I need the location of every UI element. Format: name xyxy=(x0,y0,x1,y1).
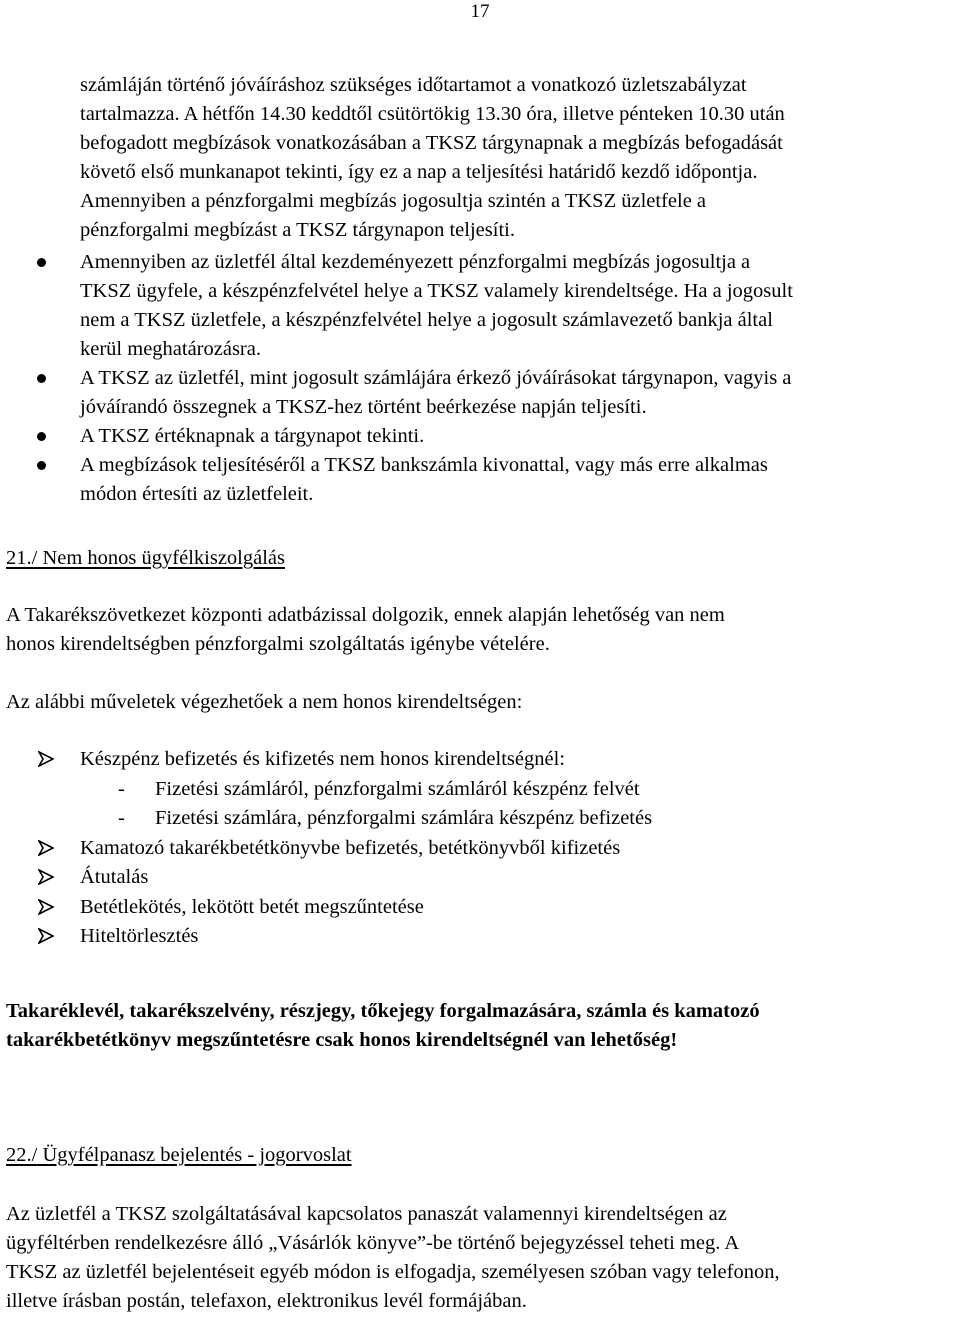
bullet-list xyxy=(0,248,956,509)
bullet-item xyxy=(0,248,956,364)
paragraph-line: A Takarékszövetkezet központi adatbázissal dolgozik, ennek alapján lehetőség van nem xyxy=(6,604,725,626)
operation-item xyxy=(0,745,956,775)
paragraph-line: ügyféltérben rendelkezésre álló „Vásárlók könyve”-be történő bejegyzéssel teheti meg. A xyxy=(6,1232,740,1254)
bullet-dot-icon xyxy=(37,432,46,441)
honos-only-notice xyxy=(6,997,956,1055)
paragraph-line: tartalmazza. A hétfőn 14.30 keddtől csütörtökig 13.30 óra, illetve pénteken 10.30 után xyxy=(80,103,785,125)
paragraph-line: Takaréklevél, takarékszelvény, részjegy, tőkejegy forgalmazására, számla és kamatozó xyxy=(6,1000,760,1022)
section-21-paragraph xyxy=(6,601,956,659)
bullet-line: A megbízások teljesítéséről a TKSZ bankszámla kivonattal, vagy más erre alkalmas xyxy=(80,454,768,476)
section-22-paragraph xyxy=(6,1200,956,1316)
bullet-item xyxy=(0,364,956,422)
operation-item xyxy=(0,922,956,952)
section-21-heading xyxy=(6,544,285,573)
operation-sublabel: Fizetési számlára, pénzforgalmi számlára készpénz befizetés xyxy=(155,807,653,829)
arrowhead-bullet-icon xyxy=(38,751,54,767)
bullet-dot-icon xyxy=(37,258,46,267)
bullet-line: A TKSZ értéknapnak a tárgynapot tekinti. xyxy=(80,425,425,447)
paragraph-line: TKSZ az üzletfél bejelentéseit egyéb módon is elfogadja, személyesen szóban vagy telefonon, xyxy=(6,1261,780,1283)
operation-subitem xyxy=(0,775,956,805)
page-number: 17 xyxy=(470,1,490,22)
dash-marker: - xyxy=(118,777,125,800)
operation-label: Átutalás xyxy=(80,866,149,888)
paragraph-line: takarékbetétkönyv megszűntetésre csak honos kirendeltségnél van lehetőség! xyxy=(6,1029,678,1051)
bullet-line: TKSZ ügyfele, a készpénzfelvétel helye a TKSZ valamely kirendeltsége. Ha a jogosult xyxy=(80,280,793,302)
paragraph-line: Amennyiben a pénzforgalmi megbízás jogosultja szintén a TKSZ üzletfele a xyxy=(80,190,707,212)
bullet-item xyxy=(0,451,956,509)
paragraph-line: honos kirendeltségben pénzforgalmi szolgáltatás igénybe vételére. xyxy=(6,633,550,655)
paragraph-line: számláján történő jóváíráshoz szükséges időtartamot a vonatkozó üzletszabályzat xyxy=(80,74,747,96)
section-number: 22./ xyxy=(6,1144,38,1166)
operation-item xyxy=(0,863,956,893)
paragraph-line: Az üzletfél a TKSZ szolgáltatásával kapcsolatos panaszát valamennyi kirendeltségen az xyxy=(6,1203,727,1225)
bullet-line: Amennyiben az üzletfél által kezdeményezett pénzforgalmi megbízás jogosultja a xyxy=(80,251,751,273)
bullet-item xyxy=(0,422,956,451)
operation-item xyxy=(0,834,956,864)
operation-sublabel: Fizetési számláról, pénzforgalmi számláról készpénz felvét xyxy=(155,777,640,800)
operation-item xyxy=(0,893,956,923)
operation-label: Kamatozó takarékbetétkönyvbe befizetés, betétkönyvből kifizetés xyxy=(80,836,621,859)
arrowhead-bullet-icon xyxy=(38,840,54,856)
bullet-line: módon értesíti az üzletfeleit. xyxy=(80,483,314,505)
arrowhead-bullet-icon xyxy=(38,928,54,944)
continuation-paragraph xyxy=(80,71,956,245)
operation-subitem xyxy=(0,804,956,834)
operation-label: Betétlekötés, lekötött betét megszűntetése xyxy=(80,895,424,918)
operation-label: Hiteltörlesztés xyxy=(80,925,199,947)
operation-label: Készpénz befizetés és kifizetés nem honos kirendeltségnél: xyxy=(80,748,565,770)
bullet-dot-icon xyxy=(37,461,46,470)
arrowhead-bullet-icon xyxy=(38,869,54,885)
operations-intro: Az alábbi műveletek végezhetőek a nem honos kirendeltségen: xyxy=(6,691,523,713)
dash-marker: - xyxy=(118,807,125,829)
bullet-dot-icon xyxy=(37,374,46,383)
section-number: 21./ xyxy=(6,547,38,569)
bullet-line: nem a TKSZ üzletfele, a készpénzfelvétel helye a jogosult számlavezető bankja által xyxy=(80,309,773,331)
operations-list xyxy=(0,745,956,952)
bullet-line: jóváírandó összegnek a TKSZ-hez történt beérkezése napján teljesíti. xyxy=(80,396,647,418)
bullet-line: kerül meghatározásra. xyxy=(80,338,261,360)
bullet-line: A TKSZ az üzletfél, mint jogosult számlájára érkező jóváírásokat tárgynapon, vagyis a xyxy=(80,367,792,389)
paragraph-line: illetve írásban postán, telefaxon, elektronikus levél formájában. xyxy=(6,1290,527,1312)
arrowhead-bullet-icon xyxy=(38,899,54,915)
section-title: Nem honos ügyfélkiszolgálás xyxy=(42,547,285,569)
section-title: Ügyfélpanasz bejelentés - jogorvoslat xyxy=(42,1144,352,1166)
paragraph-line: követő első munkanapot tekinti, így ez a nap a teljesítési határidő kezdő időpontja. xyxy=(80,161,758,183)
paragraph-line: befogadott megbízások vonatkozásában a TKSZ tárgynapnak a megbízás befogadását xyxy=(80,132,783,154)
section-22-heading xyxy=(6,1141,352,1170)
paragraph-line: pénzforgalmi megbízást a TKSZ tárgynapon teljesíti. xyxy=(80,219,515,241)
